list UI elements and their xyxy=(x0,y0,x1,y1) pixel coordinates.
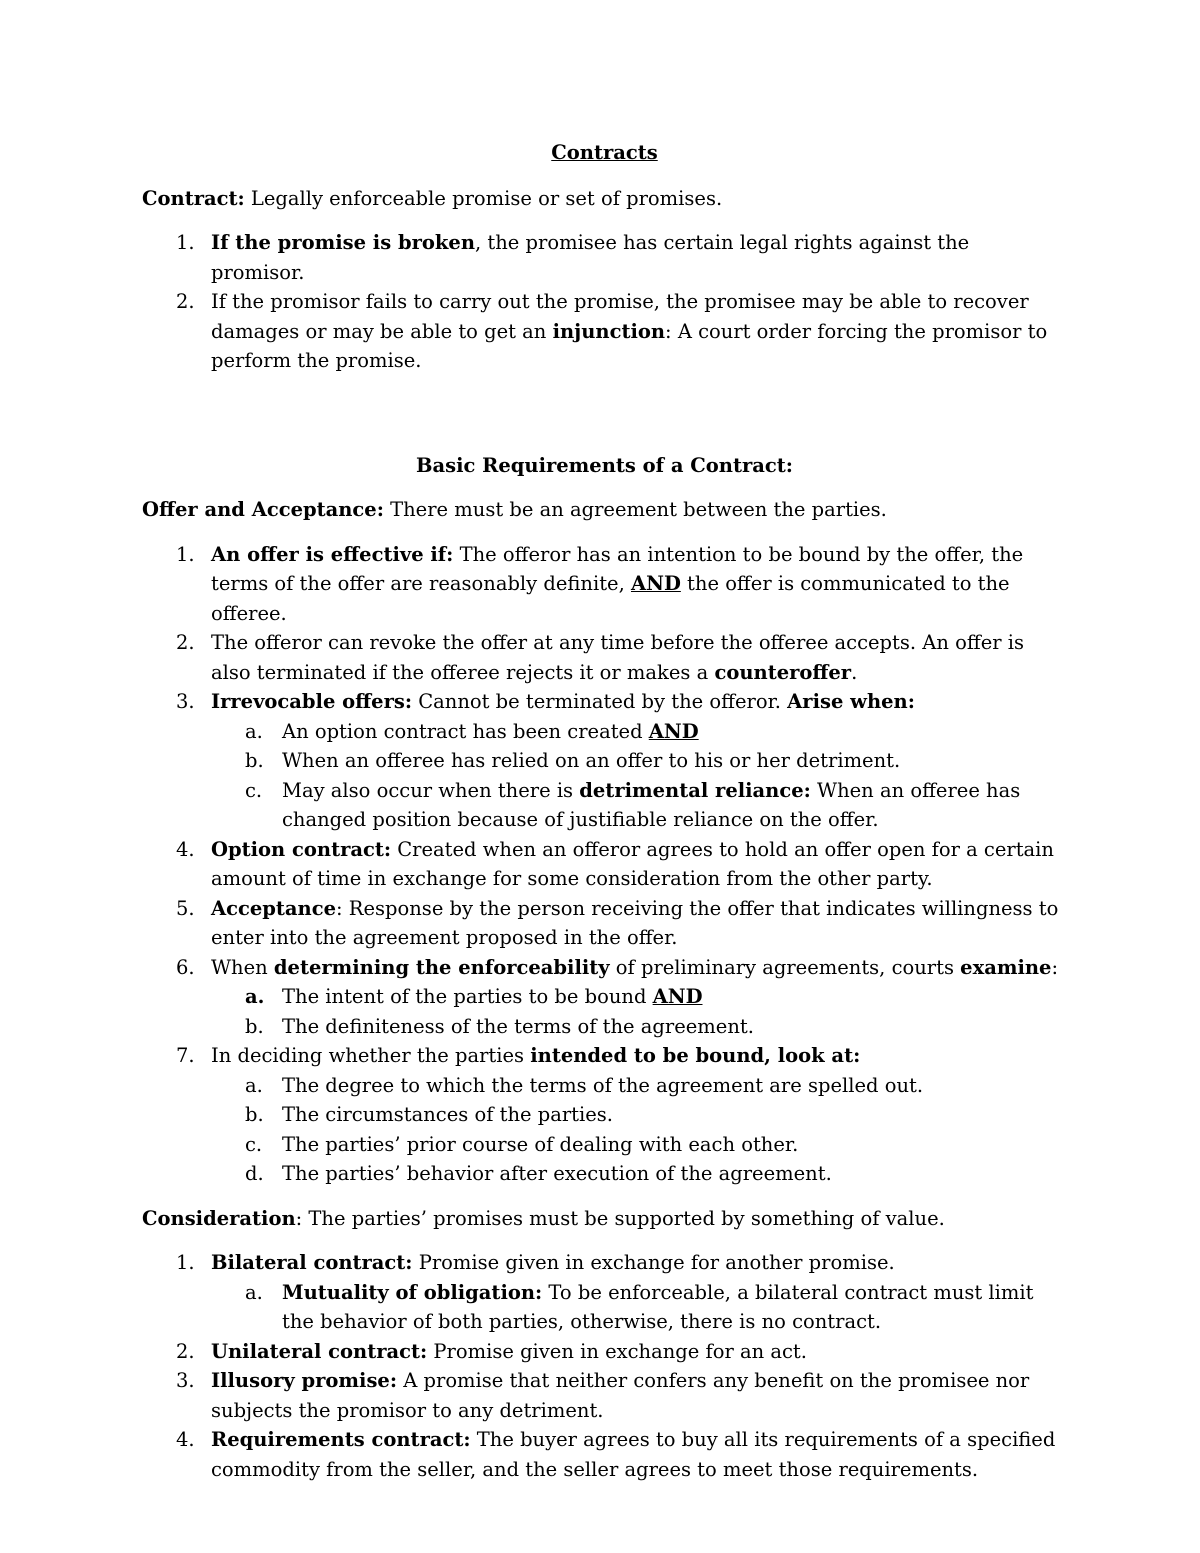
consideration-list xyxy=(142,1248,1067,1484)
item-text: Promise given in exchange for an act. xyxy=(427,1339,807,1363)
and-emphasis: AND xyxy=(630,572,681,595)
item-text: Promise given in exchange for another promise. xyxy=(412,1251,895,1274)
bold-text: Mutuality of obligation: xyxy=(282,1280,543,1304)
sub-list xyxy=(211,982,1067,1041)
list-item xyxy=(142,1366,1067,1425)
sub-list-item xyxy=(211,1278,1067,1337)
item-text: . xyxy=(851,660,858,684)
sub-letter: a. xyxy=(245,719,263,743)
list-item xyxy=(142,540,1067,629)
section-heading: Basic Requirements of a Contract: xyxy=(416,453,793,477)
item-text: : A court order forcing the promisor to perform the promise. xyxy=(211,319,1048,372)
and-emphasis: AND xyxy=(652,985,703,1008)
bold-text: Irrevocable offers: xyxy=(211,690,413,713)
sub-list-item xyxy=(211,1130,1067,1160)
list-item xyxy=(142,1041,1067,1189)
contract-definition-text: Legally enforceable promise or set of promises. xyxy=(244,186,723,210)
page-title: Contracts xyxy=(551,141,658,164)
bold-text: detrimental reliance: xyxy=(579,778,811,802)
list-item xyxy=(142,953,1067,1042)
sub-list xyxy=(211,1278,1067,1337)
item-text: An option contract has been created xyxy=(282,719,649,743)
item-text: A promise that neither confers any benefit on the promisee nor subjects the promisor to any detriment. xyxy=(211,1369,1030,1422)
item-text: of preliminary agreements, courts xyxy=(609,955,961,979)
bold-text: If the promise is broken xyxy=(211,231,475,254)
bold-text: Acceptance xyxy=(211,896,337,920)
bold-text: Illusory promise: xyxy=(211,1369,398,1392)
item-text: The degree to which the terms of the agreement are spelled out. xyxy=(282,1073,924,1097)
bold-text: determining the enforceability xyxy=(273,955,610,979)
sub-list xyxy=(211,1071,1067,1189)
sub-list-item xyxy=(211,746,1067,776)
list-number: 7. xyxy=(176,1044,195,1067)
list-item xyxy=(142,835,1067,894)
bold-text: Requirements contract: xyxy=(211,1428,471,1451)
contract-definition xyxy=(142,184,1067,214)
sub-letter: b. xyxy=(245,749,264,772)
sub-letter: a. xyxy=(245,985,265,1008)
bold-text: counteroffer xyxy=(714,660,852,684)
item-text: Created when an offeror agrees to hold an offer open for a certain amount of time in exchange for some consideration from the other party. xyxy=(211,837,1054,890)
item-text: The intent of the parties to be bound xyxy=(282,985,653,1008)
bold-text: examine xyxy=(960,955,1052,979)
item-text: : xyxy=(1051,955,1059,979)
list-item xyxy=(142,628,1067,687)
offer-definition-text: There must be an agreement between the parties. xyxy=(383,498,887,521)
spacer xyxy=(142,391,1067,451)
sub-list-item xyxy=(211,717,1067,747)
item-text: When an offeree has relied on an offer to his or her detriment. xyxy=(282,749,901,772)
sub-list xyxy=(211,717,1067,835)
consideration-definition-text: : The parties’ promises must be supported by something of value. xyxy=(295,1206,945,1230)
list-item xyxy=(142,228,1067,287)
item-text: The buyer agrees to buy all its requirements of a specified commodity from the seller, and the seller agrees to meet those requirements. xyxy=(211,1428,1056,1481)
list-number: 4. xyxy=(176,1428,195,1451)
item-text: The parties’ behavior after execution of the agreement. xyxy=(282,1162,832,1185)
item-text: Cannot be terminated by the offeror. xyxy=(412,690,788,713)
list-number: 2. xyxy=(176,290,195,313)
sub-list-item xyxy=(211,982,1067,1012)
sub-letter: a. xyxy=(245,1280,263,1304)
contract-list xyxy=(142,228,1067,376)
sub-list-item xyxy=(211,1100,1067,1130)
sub-letter: c. xyxy=(245,1132,263,1156)
list-number: 2. xyxy=(176,1339,195,1363)
list-number: 4. xyxy=(176,837,195,861)
list-number: 5. xyxy=(176,896,195,920)
document-page xyxy=(142,138,1067,1499)
item-text: the offer is communicated to the offeree. xyxy=(211,572,1010,625)
item-text: When xyxy=(211,955,274,979)
consideration-term: Consideration xyxy=(142,1206,296,1230)
item-text: If the promisor fails to carry out the promise, the promisee may be able to recover damages or may be able to get an xyxy=(211,290,1029,343)
contract-term: Contract: xyxy=(142,186,245,210)
list-number: 1. xyxy=(176,231,195,254)
sub-letter: b. xyxy=(245,1103,264,1126)
bold-text: Option contract: xyxy=(211,837,392,861)
sub-list-item xyxy=(211,1159,1067,1189)
item-text: The offeror has an intention to be bound by the offer, the terms of the offer are reasonably definite, xyxy=(211,542,1024,595)
and-emphasis: AND xyxy=(648,719,699,743)
bold-text: Bilateral contract: xyxy=(211,1251,413,1274)
sub-letter: d. xyxy=(245,1162,264,1185)
sub-list-item xyxy=(211,776,1067,835)
sub-letter: c. xyxy=(245,778,263,802)
list-number: 1. xyxy=(176,542,195,566)
item-text: In deciding whether the parties xyxy=(211,1044,531,1067)
list-item xyxy=(142,894,1067,953)
offer-term: Offer and Acceptance: xyxy=(142,498,384,521)
list-item xyxy=(142,1248,1067,1337)
bold-text: injunction xyxy=(552,319,666,343)
list-number: 6. xyxy=(176,955,195,979)
item-text: , the promisee has certain legal rights against the promisor. xyxy=(211,231,970,284)
item-text: The parties’ prior course of dealing with each other. xyxy=(282,1132,799,1156)
sub-letter: b. xyxy=(245,1014,264,1038)
list-item xyxy=(142,687,1067,835)
offer-list xyxy=(142,540,1067,1189)
list-number: 3. xyxy=(176,1369,195,1392)
bold-text: Arise when: xyxy=(787,690,915,713)
list-number: 3. xyxy=(176,690,195,713)
item-text: The circumstances of the parties. xyxy=(282,1103,613,1126)
list-item xyxy=(142,287,1067,376)
list-item xyxy=(142,1337,1067,1367)
item-text: May also occur when there is xyxy=(282,778,580,802)
list-number: 2. xyxy=(176,631,195,654)
offer-definition xyxy=(142,495,1067,525)
sub-list-item xyxy=(211,1012,1067,1042)
item-text: To be enforceable, a bilateral contract must limit the behavior of both parties, otherwise, there is no contract. xyxy=(282,1280,1034,1333)
list-item xyxy=(142,1425,1067,1484)
item-text: : Response by the person receiving the offer that indicates willingness to enter into the agreement proposed in the offer. xyxy=(211,896,1059,949)
item-text: The definiteness of the terms of the agreement. xyxy=(282,1014,754,1038)
bold-text: intended to be bound, look at: xyxy=(530,1044,861,1067)
bold-text: Unilateral contract: xyxy=(211,1339,428,1363)
consideration-definition xyxy=(142,1204,1067,1234)
list-number: 1. xyxy=(176,1251,195,1274)
bold-text: An offer is effective if: xyxy=(211,542,454,566)
item-text: When an offeree has changed position because of justifiable reliance on the offer. xyxy=(282,778,1021,831)
item-text: The offeror can revoke the offer at any time before the offeree accepts. An offer is also terminated if the offeree rejects it or makes a xyxy=(211,631,1025,684)
sub-list-item xyxy=(211,1071,1067,1101)
sub-letter: a. xyxy=(245,1073,263,1097)
